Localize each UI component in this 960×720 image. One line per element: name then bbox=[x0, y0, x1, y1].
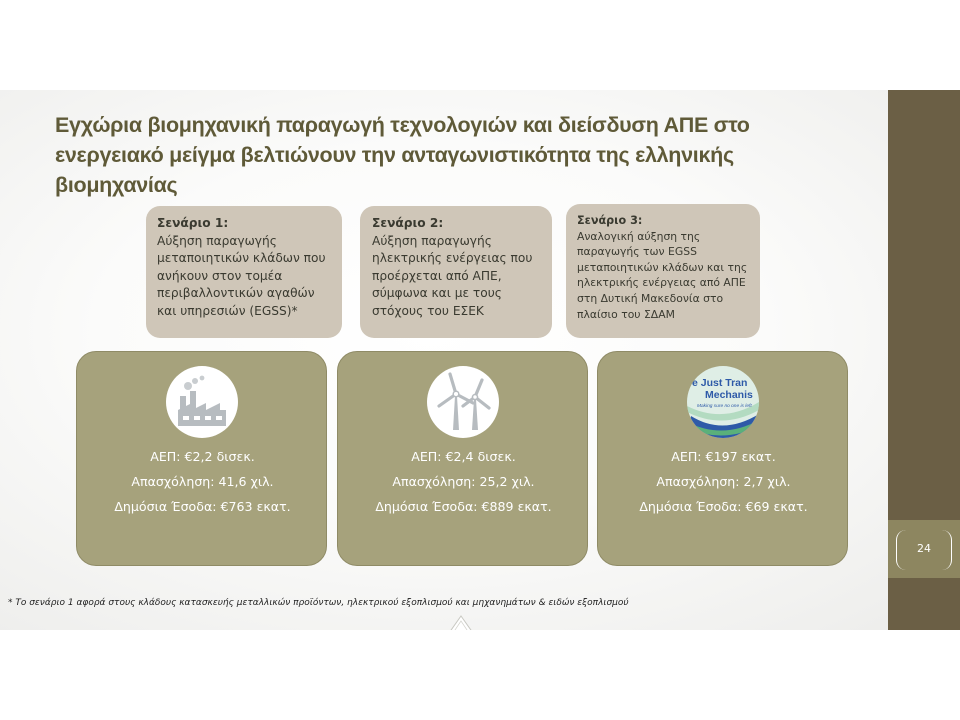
scenario-1-results-box bbox=[76, 351, 327, 566]
scenario-2-box bbox=[360, 206, 552, 338]
slide bbox=[0, 90, 960, 630]
scenario-1-gdp: ΑΕΠ: €2,2 δισεκ. bbox=[150, 449, 255, 464]
factory-icon bbox=[166, 366, 238, 438]
scenario-2-gdp: ΑΕΠ: €2,4 δισεκ. bbox=[411, 449, 516, 464]
just-transition-mechanism-logo bbox=[687, 366, 759, 438]
scenario-3-employment: Απασχόληση: 2,7 χιλ. bbox=[656, 474, 791, 489]
wind-turbine-icon bbox=[427, 366, 499, 438]
scenario-2-description: Αύξηση παραγωγής ηλεκτρικής ενέργειας που προέρχεται από ΑΠΕ, σύμφωνα και με τους στόχους του ΕΣΕΚ bbox=[372, 233, 533, 318]
logo-text-line-2: Mechanis bbox=[705, 389, 753, 401]
scenario-1-employment: Απασχόληση: 41,6 χιλ. bbox=[131, 474, 274, 489]
scenario-3-public-revenue: Δημόσια Έσοδα: €69 εκατ. bbox=[639, 499, 808, 514]
scenario-1-title: Σενάριο 1: bbox=[157, 216, 229, 230]
scenario-1-box bbox=[146, 206, 342, 338]
diamond-ornament-icon bbox=[448, 615, 474, 630]
scenario-3-title: Σενάριο 3: bbox=[577, 214, 643, 227]
scenario-3-box bbox=[566, 204, 760, 338]
scenario-1-description: Αύξηση παραγωγής μεταποιητικών κλάδων που ανήκουν στον τομέα περιβαλλοντικών αγαθών και υπηρεσιών (EGSS)* bbox=[157, 233, 326, 318]
logo-text-line-1: e Just Tran bbox=[692, 377, 748, 389]
scenario-3-results-box bbox=[597, 351, 848, 566]
scenario-1-public-revenue: Δημόσια Έσοδα: €763 εκατ. bbox=[114, 499, 291, 514]
slide-title: Εγχώρια βιομηχανική παραγωγή τεχνολογιών και διείσδυση ΑΠΕ στο ενεργειακό μείγμα βελτιώνουν την ανταγωνιστικότητα της ελληνικής βιομηχανίας bbox=[55, 113, 750, 197]
scenario-2-results-box bbox=[337, 351, 588, 566]
scenario-3-gdp: ΑΕΠ: €197 εκατ. bbox=[671, 449, 776, 464]
page-number: 24 bbox=[917, 542, 931, 555]
scenario-2-title: Σενάριο 2: bbox=[372, 216, 444, 230]
scenario-2-public-revenue: Δημόσια Έσοδα: €889 εκατ. bbox=[375, 499, 552, 514]
logo-tagline: Making sure no one is left bbox=[697, 404, 752, 409]
footnote: * Το σενάριο 1 αφορά στους κλάδους κατασκευής μεταλλικών προϊόντων, ηλεκτρικού εξοπλισμού και μηχανημάτων & ειδών εξοπλισμού bbox=[8, 598, 629, 608]
scenario-2-employment: Απασχόληση: 25,2 χιλ. bbox=[392, 474, 535, 489]
scenario-3-description: Αναλογική αύξηση της παραγωγής των EGSS μεταποιητικών κλάδων και της ηλεκτρικής ενέργειας από ΑΠΕ στη Δυτική Μακεδονία στο πλαίσιο του ΣΔΑΜ bbox=[577, 229, 748, 321]
